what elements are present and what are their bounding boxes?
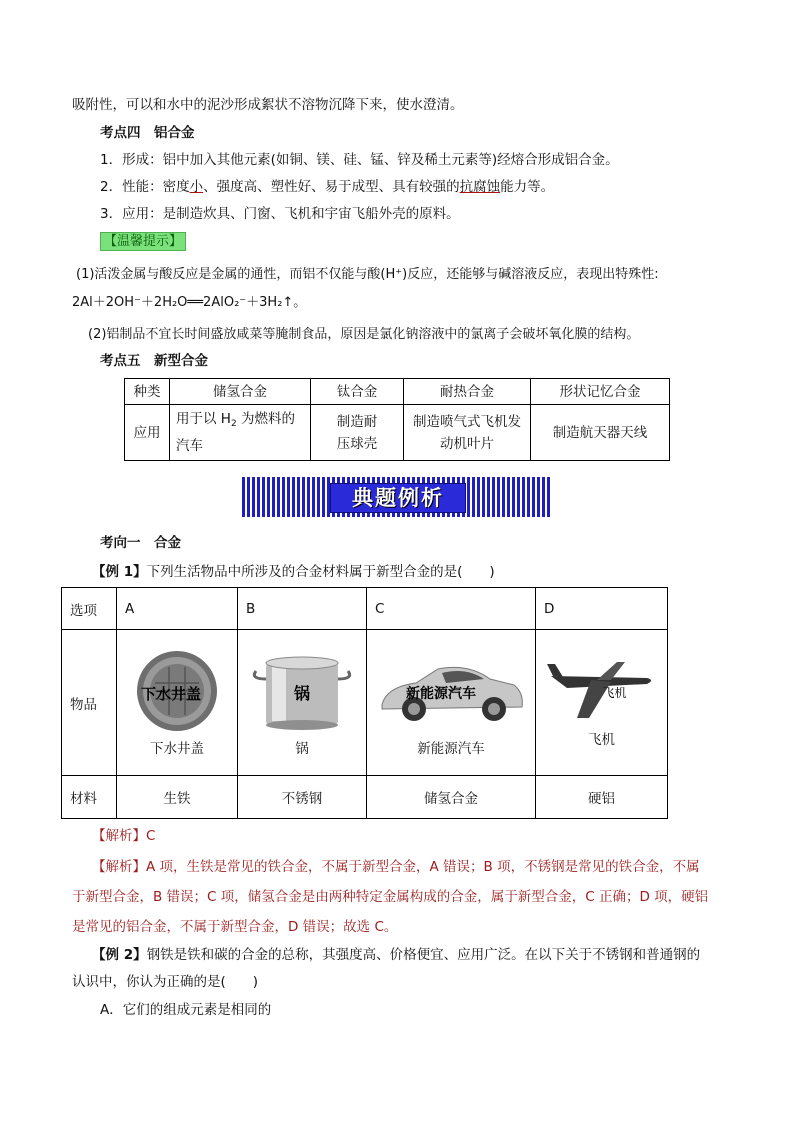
text: 为燃料的 — [236, 411, 295, 427]
question: 钢铁是铁和碳的合金的总称，其强度高、价格便宜、应用广泛。在以下关于不锈钢和普通钢的 — [146, 947, 701, 963]
explanation-2: 于新型合金，B 错误；C 项，储氢合金是由两种特定金属构成的合金，属于新型合金，C 正确；D 项，硬铝 — [72, 889, 709, 905]
cell-titanium — [311, 405, 404, 461]
item-caption: 新能源汽车 — [417, 740, 485, 757]
example-banner — [242, 477, 552, 517]
material-cell: 储氢合金 — [367, 776, 536, 819]
header-cell: C — [367, 588, 536, 630]
item-manhole — [117, 630, 238, 776]
item-car — [367, 630, 536, 776]
manhole-image — [135, 649, 219, 733]
option-a: A．它们的组成元素是相同的 — [100, 1002, 272, 1018]
tip-badge: 【温馨提示】 — [100, 232, 186, 251]
alloy-table — [124, 378, 670, 461]
text: 2．性能：密度 — [100, 179, 190, 195]
equation: 2Al＋2OH⁻＋2H₂O══2AlO₂⁻＋3H₂↑。 — [72, 295, 307, 310]
direction-heading: 考向一 合金 — [100, 535, 181, 551]
example-1 — [92, 563, 495, 581]
explanation-3: 是常见的铝合金，不属于新型合金，D 错误；故选 C。 — [72, 919, 398, 935]
material-cell: 硬铝 — [536, 776, 668, 819]
answer: 【解析】C — [92, 828, 156, 844]
para-formation: 1．形成：铝中加入其他元素(如铜、镁、硅、锰、锌及稀土元素等)经熔合形成铝合金。 — [100, 152, 619, 168]
header-cell: 储氢合金 — [170, 379, 311, 405]
cell-heat — [404, 405, 531, 461]
image-label: 新能源汽车 — [406, 685, 476, 702]
intro-line: 吸附性，可以和水中的泥沙形成絮状不溶物沉降下来，使水澄清。 — [72, 97, 464, 113]
material-cell: 不锈钢 — [238, 776, 367, 819]
example-2-cont: 认识中，你认为正确的是( ) — [72, 974, 259, 990]
example-2 — [92, 946, 700, 964]
text: 压球壳 — [336, 435, 378, 452]
options-table — [61, 587, 668, 819]
header-cell: B — [238, 588, 367, 630]
header-cell: 钛合金 — [311, 379, 404, 405]
item-caption: 锅 — [295, 740, 309, 757]
para-properties — [100, 178, 554, 196]
cell-shape: 制造航天器天线 — [531, 405, 670, 461]
text: 动机叶片 — [440, 435, 494, 452]
subscript: 2 — [230, 419, 237, 429]
header-cell: A — [117, 588, 238, 630]
row-label: 物品 — [62, 630, 117, 776]
image-label: 飞机 — [602, 685, 627, 700]
item-pot — [238, 630, 367, 776]
text: 制造耐 — [336, 413, 378, 430]
header-cell: D — [536, 588, 668, 630]
row-label: 材料 — [62, 776, 117, 819]
row-label: 应用 — [125, 405, 170, 461]
explanation-1: 【解析】A 项，生铁是常见的铁合金，不属于新型合金，A 错误；B 项，不锈钢是常见的铁合金，不属 — [92, 859, 700, 875]
para-application: 3．应用：是制造炊具、门窗、飞机和宇宙飞船外壳的原料。 — [100, 206, 460, 222]
car-image — [376, 649, 526, 733]
cell-hydrogen — [170, 405, 311, 461]
item-caption: 下水井盖 — [150, 740, 204, 757]
image-label: 下水井盖 — [141, 684, 202, 703]
text: 汽车 — [176, 438, 203, 454]
pot-image — [250, 649, 354, 733]
text: 能力等。 — [500, 179, 555, 195]
header-cell: 选项 — [62, 588, 117, 630]
tip-2: (2)铝制品不宜长时间盛放咸菜等腌制食品，原因是氯化钠溶液中的氯离子会破坏氧化膜的结构。 — [88, 327, 640, 342]
text: 、强度高、塑性好、易于成型、具有较强的 — [203, 179, 460, 195]
question: 下列生活物品中所涉及的合金材料属于新型合金的是( ) — [146, 564, 495, 580]
material-cell: 生铁 — [117, 776, 238, 819]
header-cell: 种类 — [125, 379, 170, 405]
text: 制造喷气式飞机发 — [413, 413, 521, 430]
item-caption: 飞机 — [588, 731, 615, 748]
plane-icon — [547, 658, 657, 724]
example-tag: 【例 2】 — [92, 947, 147, 963]
underlined-text: 小 — [189, 179, 204, 195]
tip-1: (1)活泼金属与酸反应是金属的通性，而铝不仅能与酸(H⁺)反应，还能够与碱溶液反应，表现出特殊性: — [76, 267, 659, 282]
underlined-text: 抗腐蚀 — [459, 179, 501, 195]
header-cell: 形状记忆合金 — [531, 379, 670, 405]
item-plane — [536, 630, 668, 776]
section-heading-5: 考点五 新型合金 — [100, 353, 208, 369]
example-tag: 【例 1】 — [92, 564, 147, 580]
plane-image — [547, 658, 657, 724]
section-heading-4: 考点四 铝合金 — [100, 125, 195, 141]
text: 用于以 H — [176, 411, 231, 427]
image-label: 锅 — [294, 683, 311, 703]
header-cell: 耐热合金 — [404, 379, 531, 405]
banner-title: 典题例析 — [330, 483, 466, 513]
